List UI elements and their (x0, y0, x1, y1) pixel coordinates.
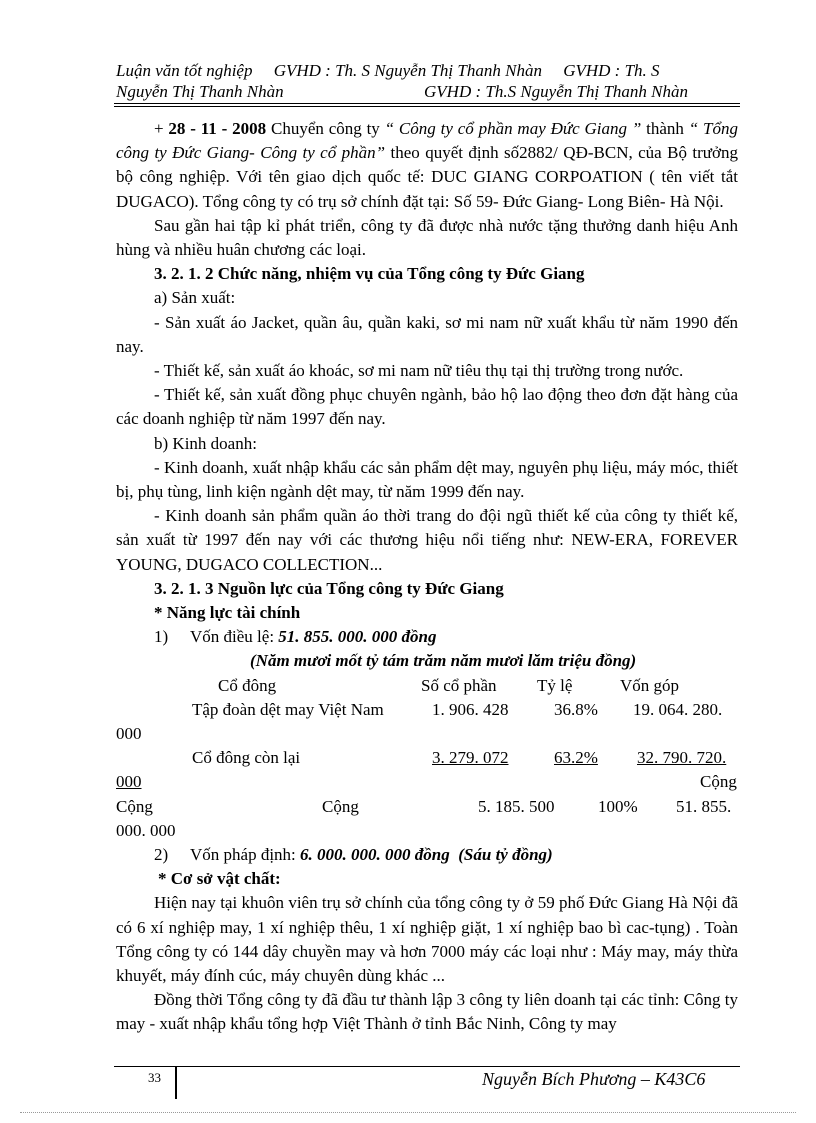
charter-capital-in-words: (Năm mươi mốt tỷ tám trăm năm mươi lăm triệu đồng) (250, 651, 637, 671)
footer-author: Nguyễn Bích Phương – K43C6 (482, 1069, 706, 1089)
table-total-wrap (116, 819, 738, 843)
charter-capital-value: 51. 855. 000. 000 đồng (278, 627, 437, 647)
text-run: thành (641, 119, 689, 138)
charter-capital-text (190, 625, 437, 649)
header-rule (114, 103, 740, 104)
header-author-name: Nguyễn Thị Thanh Nhàn (116, 82, 284, 101)
list-item-business-1: - Kinh doanh, xuất nhập khẩu các sản phẩm dệt may, nguyên phụ liệu, máy móc, thiết bị, phụ tùng, linh kiện ngành dệt may, từ năm 1999 đến nay. (116, 457, 738, 502)
total-capital: 51. 855. (676, 796, 732, 816)
cell-capital: 19. 064. 280. (633, 699, 723, 719)
total-ratio: 100% (598, 796, 638, 816)
cell-shareholder: Tập đoàn dệt may Việt Nam (192, 699, 384, 719)
list-item-production-2: - Thiết kế, sản xuất áo khoác, sơ mi nam nữ tiêu thụ tại thị trường trong nước. (154, 361, 684, 381)
charter-capital-label: Vốn điều lệ: (190, 627, 279, 647)
legal-capital-in-words: (Sáu tỷ đồng) (458, 844, 553, 864)
total-label: Cộng (116, 796, 153, 816)
table-row (116, 698, 738, 722)
subheading-financial: * Năng lực tài chính (154, 603, 301, 623)
quoted-new-name: “ Tổng công ty Đức Giang- Công ty cổ phần” (116, 119, 738, 163)
subheading-business: b) Kinh doanh: (154, 433, 257, 453)
list-item-production-1: - Sản xuất áo Jacket, quần âu, quần kaki, sơ mi nam nữ xuất khẩu từ năm 1990 đến nay. (116, 312, 738, 356)
list-number: 2) (154, 844, 169, 864)
cell-shareholder: Cổ đông còn lại (192, 748, 301, 768)
total-capital-continued: 000. 000 (116, 820, 176, 840)
total-shares: 5. 185. 500 (478, 796, 555, 816)
cell-shares: 3. 279. 072 (432, 748, 509, 768)
section-heading-resources: 3. 2. 1. 3 Nguồn lực của Tổng công ty Đức Giang (154, 578, 504, 598)
legal-capital-label: Vốn pháp định: (190, 844, 301, 864)
table-row-wrap (116, 770, 738, 794)
header-rule-secondary (114, 106, 740, 107)
legal-capital-value: 6. 000. 000. 000 đồng (300, 844, 450, 864)
footer-rule (114, 1066, 740, 1067)
paragraph-company-history (116, 117, 738, 214)
col-header-shareholder: Cổ đông (218, 675, 277, 695)
list-item-production-3: - Thiết kế, sản xuất đồng phục chuyên ngành, bảo hộ lao động theo đơn đặt hàng của các doanh nghiệp từ năm 1997 đến nay. (116, 385, 738, 429)
legal-capital-text (190, 843, 553, 867)
paragraph-joint-ventures: Đồng thời Tổng công ty đã đầu tư thành lập 3 công ty liên doanh tại các tỉnh: Công ty may - xuất nhập khẩu tổng hợp Việt Thành ở tỉnh Bắc Ninh, Công ty may (116, 990, 738, 1034)
paragraph-facilities: Hiện nay tại khuôn viên trụ sở chính của tổng công ty ở 59 phố Đức Giang Hà Nội đã có 6 xí nghiệp may, 1 xí nghiệp thêu, 1 xí nghiệp giặt, 1 xí nghiệp bao bì cac-tụng) . Toàn Tổng công ty có 144 dây chuyền may và hơn 7000 máy các loại như : Máy may, máy thừa khuyết, máy đính cúc, máy chuyên dùng khác ... (116, 893, 738, 985)
text-run: Chuyển công ty (266, 119, 385, 138)
footer-divider (175, 1067, 177, 1099)
cell-ratio: 63.2% (554, 748, 598, 768)
cell-total-label: Cộng (700, 772, 737, 792)
table-row (116, 746, 738, 770)
subheading-facilities: * Cơ sở vật chất: (158, 869, 281, 889)
cell-capital-continued: 000 (116, 724, 142, 744)
plus-marker: + (154, 119, 169, 138)
page-number: 33 (148, 1070, 161, 1085)
col-header-ratio: Tỷ lệ (537, 675, 573, 695)
cell-capital-continued: 000 (116, 772, 142, 792)
charter-capital-words (116, 649, 738, 673)
running-header-line2 (116, 81, 738, 103)
cell-ratio: 36.8% (554, 699, 598, 719)
page-body (116, 117, 738, 1037)
charter-capital-line (116, 625, 738, 649)
paragraph-awards: Sau gần hai tập kỉ phát triển, công ty đã được nhà nước tặng thưởng danh hiệu Anh hùng và nhiều huân chương các loại. (116, 215, 738, 260)
cell-shares: 1. 906. 428 (432, 699, 509, 719)
table-header-row (116, 674, 738, 698)
event-date: 28 - 11 - 2008 (168, 119, 267, 138)
list-item-business-2: - Kinh doanh sản phẩm quần áo thời trang do đội ngũ thiết kế của công ty thiết kế, sản xuất từ 1997 đến nay với các thương hiệu nổi tiếng như: NEW-ERA, FOREVER YOUNG, DUGACO COLLECTION... (116, 506, 738, 574)
page-boundary (20, 1112, 796, 1113)
list-number: 1) (154, 627, 169, 647)
table-row-wrap (116, 722, 738, 746)
running-header-line1: Luận văn tốt nghiệp GVHD : Th. S Nguyễn Thị Thanh Nhàn GVHD : Th. S (116, 61, 660, 80)
text-run: theo quyết định số2882/ QĐ-BCN, của Bộ trưởng bộ công nghiệp. Với tên giao dịch quốc tế: DUC GIANG CORPOATION ( tên viết tắt DUGACO). Tổng công ty có trụ sở chính đặt tại: Số 59- Đức Giang- Long Biên- Hà Nội. (116, 143, 738, 211)
col-header-capital: Vốn góp (620, 675, 680, 695)
header-supervisor: GVHD : Th.S Nguyễn Thị Thanh Nhàn (424, 82, 688, 101)
cell-capital: 32. 790. 720. (637, 748, 727, 768)
legal-capital-line (116, 843, 738, 867)
table-total-row (116, 795, 738, 819)
subheading-production: a) Sản xuất: (154, 288, 236, 308)
total-label: Cộng (322, 796, 359, 816)
section-heading-functions: 3. 2. 1. 2 Chức năng, nhiệm vụ của Tổng công ty Đức Giang (154, 264, 585, 284)
quoted-old-name: “ Công ty cổ phần may Đức Giang ” (384, 119, 642, 138)
col-header-shares: Số cổ phần (421, 675, 497, 695)
